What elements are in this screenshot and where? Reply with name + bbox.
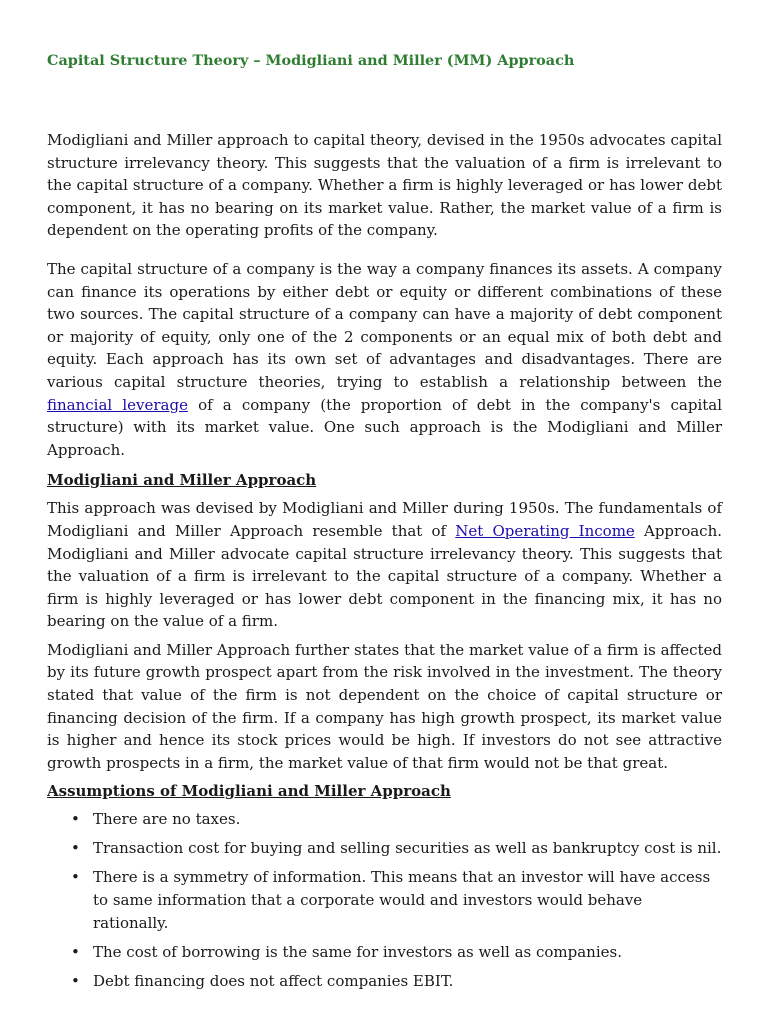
bullet-icon: • [71,868,80,887]
paragraph-text: This approach was devised by Modigliani and Miller during 1950s. The fundamentals of Modigliani and Miller Approach resemble that of [47,499,722,540]
bullet-icon: • [71,942,80,961]
list-item [47,941,722,964]
intro-paragraph: Modigliani and Miller approach to capital theory, devised in the 1950s advocates capital structure irrelevancy theory. This suggests that the valuation of a firm is irrelevant to the capital structure of a company. Whether a firm is highly leveraged or has lower debt component, it has no bearing on its market value. Rather, the market value of a firm is dependent on the operating profits of the company. [47,131,722,240]
list-item-text: Debt financing does not affect companies EBIT. [93,971,454,990]
list-item [47,808,722,831]
list-item-text: There is a symmetry of information. This means that an investor will have access to same information that a corporate would and investors would behave rationally. [93,868,711,932]
assumptions-heading: Assumptions of Modigliani and Miller Approach [47,782,451,801]
bullet-icon: • [71,810,80,829]
list-item-text: The cost of borrowing is the same for investors as well as companies. [93,942,622,961]
document-title: Capital Structure Theory – Modigliani and Miller (MM) Approach [47,52,575,69]
list-item-text: There are no taxes. [93,810,241,829]
list-item [47,970,722,993]
mm-approach-heading: Modigliani and Miller Approach [47,471,317,490]
list-item [47,837,722,860]
paragraph-text: The capital structure of a company is the way a company finances its assets. A company can finance its operations by either debt or equity or different combinations of these two sources. The capital structure of a company can have a majority of debt component or majority of equity, only one of the 2 components or an equal mix of both debt and equity. Each approach has its own set of advantages and disadvantages. There are various capital structure theories, trying to establish a relationship between the [47,259,722,391]
paragraph-text: of a company (the proportion of debt in the company's capital structure) with its market value. One such approach is the Modigliani and Miller Approach. [47,395,723,459]
capital-structure-paragraph [47,258,722,461]
bullet-icon: • [71,971,80,990]
financial-leverage-link[interactable]: financial leverage [47,395,188,414]
document-body [47,129,722,999]
list-item-text: Transaction cost for buying and selling securities as well as bankruptcy cost is nil. [93,839,722,858]
mm-approach-paragraph [47,497,722,633]
growth-prospect-paragraph: Modigliani and Miller Approach further states that the market value of a firm is affected by its future growth prospect apart from the risk involved in the investment. The theory stated that value of the firm is not dependent on the choice of capital structure or financing decision of the firm. If a company has high growth prospect, its market value is higher and hence its stock prices would be high. If investors do not see attractive growth prospects in a firm, the market value of that firm would not be that great. [47,640,722,772]
list-item [47,866,722,934]
paragraph-text: Approach. Modigliani and Miller advocate capital structure irrelevancy theory. This suggests that the valuation of a firm is irrelevant to the capital structure of a company. Whether a firm is highly leveraged or has lower debt component in the financing mix, it has no bearing on the value of a firm. [47,521,722,631]
net-operating-income-link[interactable]: Net Operating Income [455,521,635,540]
bullet-icon: • [71,839,80,858]
assumptions-list [47,808,722,992]
